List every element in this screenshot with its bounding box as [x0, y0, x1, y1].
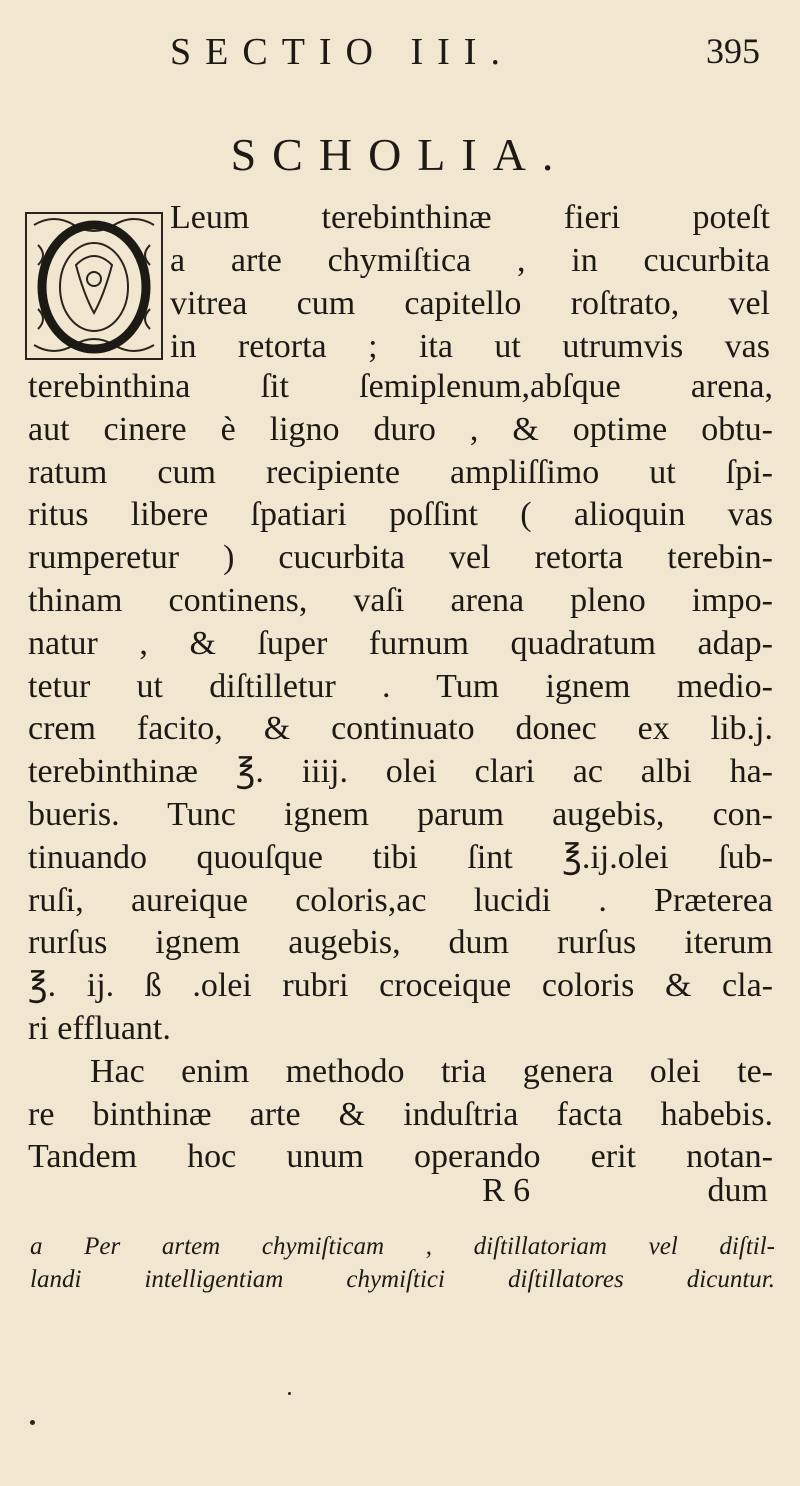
signature-mark: R 6: [482, 1172, 531, 1209]
text-line: rurſus ignem augebis, dum rurſus iterum: [28, 924, 773, 962]
text-line: aut cinere è ligno duro , & optime obtu-: [28, 410, 773, 448]
text-line: rumperetur ) cucurbita vel retorta terebin-: [28, 539, 773, 577]
section-title: SECTIO III.: [170, 31, 514, 73]
ink-spot: [30, 1420, 35, 1425]
catchword: dum: [707, 1172, 768, 1209]
text-line: natur , & ſuper furnum quadratum adap-: [28, 624, 773, 662]
text-line: crem facito, & continuato donec ex lib.j.: [28, 710, 773, 748]
body-text: [28, 366, 773, 1179]
text-line: tinuando quouſque tibi ſint ℥.ij.olei ſub-: [28, 838, 773, 876]
text-line: ritus libere ſpatiari poſſint ( alioquin vas: [28, 496, 773, 534]
text-line: Hac enim methodo tria genera olei te-: [90, 1052, 773, 1090]
footnote: [30, 1230, 775, 1296]
text-line: ratum cum recipiente ampliſſimo ut ſpi-: [28, 453, 773, 491]
text-line: ri effluant.: [28, 1009, 171, 1047]
text-line: a arte chymiſtica , in cucurbita: [170, 242, 770, 279]
text-line: ℥. ij. ß .olei rubri croceique coloris & cla-: [28, 967, 773, 1005]
opening-lines: [170, 196, 770, 368]
ornamental-initial-O-icon: [24, 205, 164, 365]
decorated-initial-svg: [24, 205, 164, 365]
text-line: terebinthinæ ℥. iiij. olei clari ac albi ha-: [28, 753, 773, 791]
text-line: in retorta ; ita ut utrumvis vas: [170, 328, 770, 365]
ink-spot: [288, 1392, 291, 1395]
text-line: Tandem hoc unum operando erit notan-: [28, 1138, 773, 1176]
text-line: Leum terebinthinæ fieri poteſt: [170, 199, 770, 236]
page-number: 395: [706, 31, 760, 71]
text-line: ruſi, aureique coloris,ac lucidi . Præterea: [28, 881, 773, 919]
text-line: vitrea cum capitello roſtrato, vel: [170, 285, 770, 322]
text-line: tetur ut diſtilletur . Tum ignem medio-: [28, 667, 773, 705]
text-line: thinam continens, vaſi arena pleno impo-: [28, 581, 773, 619]
scholia-heading: SCHOLIA.: [230, 129, 570, 180]
footnote-line: a Per artem chymiſticam , diſtillatoriam vel diſtil-: [30, 1233, 775, 1260]
running-head: [170, 30, 760, 90]
text-line: bueris. Tunc ignem parum augebis, con-: [28, 795, 773, 833]
text-line: re binthinæ arte & induſtria facta habebis.: [28, 1095, 773, 1133]
footnote-line: landi intelligentiam chymiſtici diſtillatores dicuntur.: [30, 1266, 775, 1293]
text-line: terebinthina ſit ſemiplenum,abſque arena,: [28, 368, 773, 405]
page-footer-line: [420, 1172, 780, 1216]
